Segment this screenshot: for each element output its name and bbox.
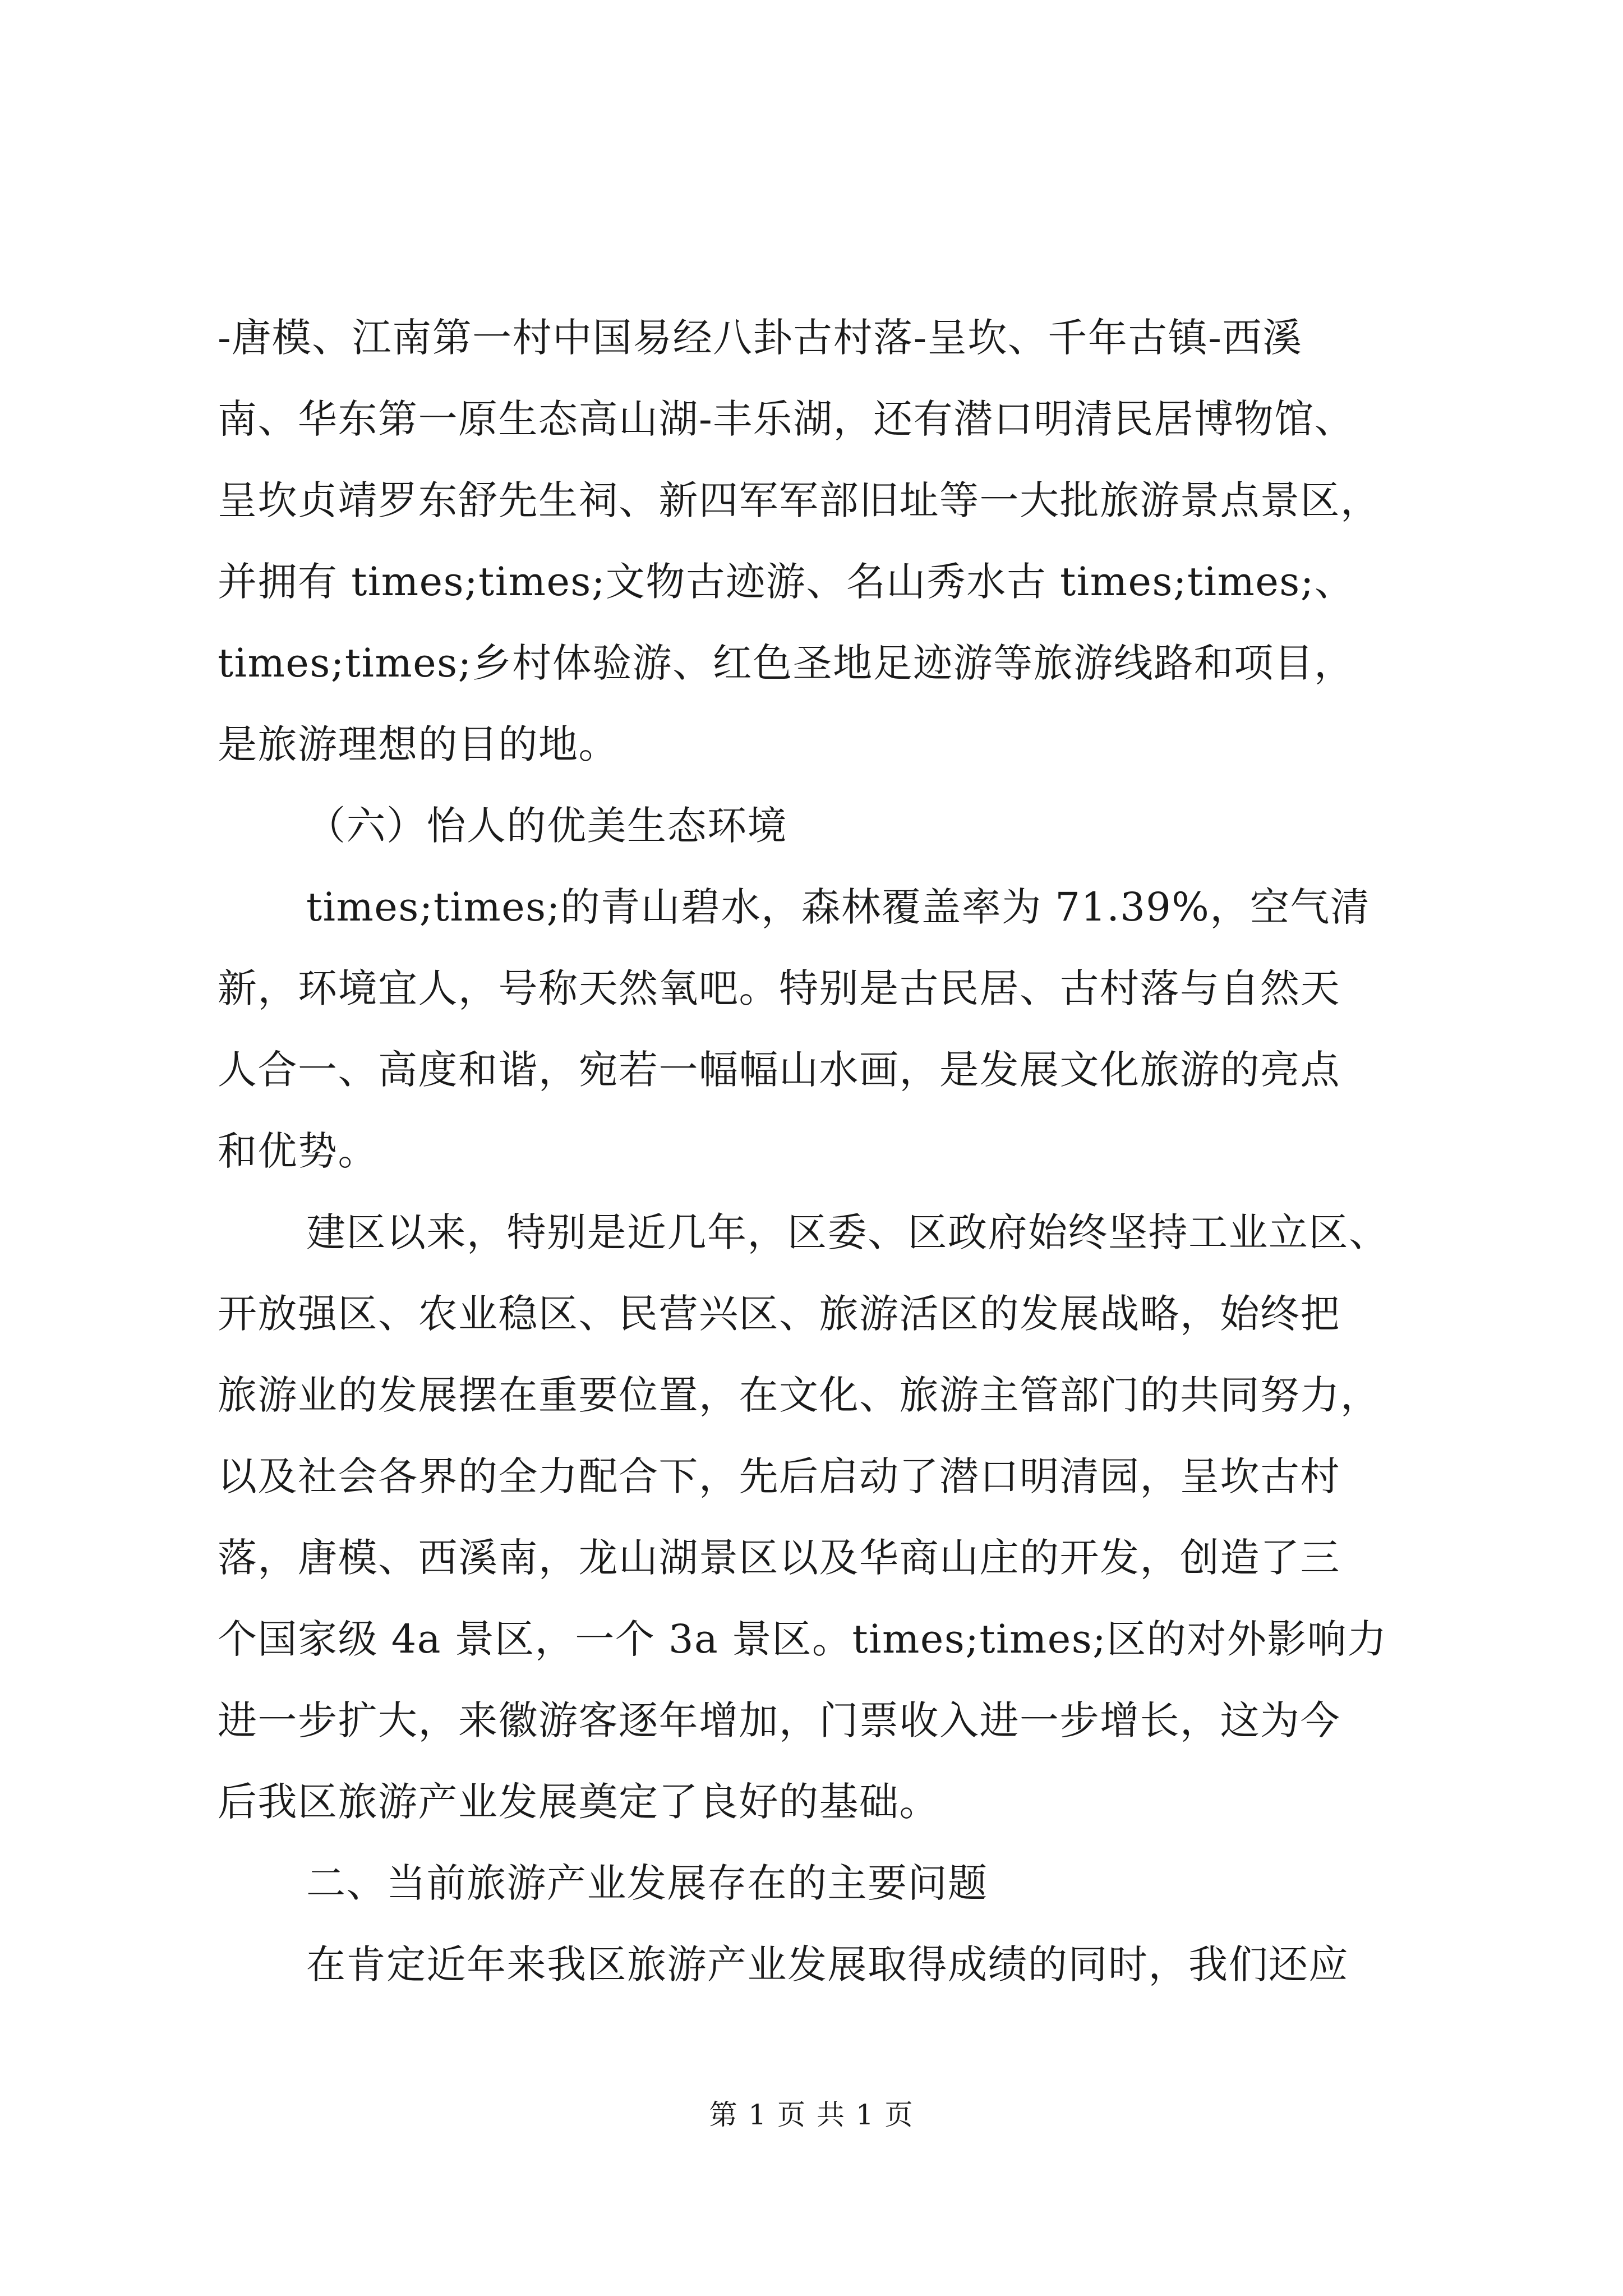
text-line: 是旅游理想的目的地。 — [218, 721, 619, 767]
text-line: 个国家级 4a 景区，一个 3a 景区。times;times;区的对外影响力 — [218, 1616, 1387, 1662]
text-line: 落，唐模、西溪南，龙山湖景区以及华商山庄的开发，创造了三 — [218, 1535, 1340, 1581]
paragraph-scenic-list — [218, 297, 1474, 785]
text-line: 和优势。 — [218, 1128, 378, 1174]
text-line: times;times;乡村体验游、红色圣地足迹游等旅游线路和项目， — [218, 640, 1354, 686]
text-line: 并拥有 times;times;文物古迹游、名山秀水古 times;times;、 — [218, 559, 1355, 605]
page-footer: 第 1 页 共 1 页 — [709, 2099, 914, 2131]
paragraph-development — [218, 1192, 1474, 1843]
section-heading: （六）怡人的优美生态环境 — [306, 803, 787, 849]
section-heading-problems — [218, 1843, 1474, 1924]
paragraph-problems-intro — [218, 1924, 1474, 2005]
text-line: 后我区旅游产业发展奠定了良好的基础。 — [218, 1779, 939, 1825]
text-line: 在肯定近年来我区旅游产业发展取得成绩的同时，我们还应 — [306, 1941, 1349, 1987]
section-heading-ecology — [218, 785, 1474, 867]
text-line: 南、华东第一原生态高山湖-丰乐湖，还有潜口明清民居博物馆、 — [218, 396, 1355, 442]
text-line: 开放强区、农业稳区、民营兴区、旅游活区的发展战略，始终把 — [218, 1291, 1340, 1337]
section-heading: 二、当前旅游产业发展存在的主要问题 — [306, 1860, 988, 1906]
text-line: times;times;的青山碧水，森林覆盖率为 71.39%，空气清 — [306, 884, 1371, 930]
document-body — [218, 297, 1474, 2005]
text-line: 旅游业的发展摆在重要位置，在文化、旅游主管部门的共同努力， — [218, 1372, 1381, 1418]
text-line: 新，环境宜人，号称天然氧吧。特别是古民居、古村落与自然天 — [218, 965, 1340, 1011]
text-line: 以及社会各界的全力配合下，先后启动了潜口明清园，呈坎古村 — [218, 1453, 1340, 1499]
text-line: 人合一、高度和谐，宛若一幅幅山水画，是发展文化旅游的亮点 — [218, 1047, 1340, 1093]
text-line: 进一步扩大，来徽游客逐年增加，门票收入进一步增长，这为今 — [218, 1697, 1340, 1743]
paragraph-ecology — [218, 867, 1474, 1192]
text-line: 建区以来，特别是近几年，区委、区政府始终坚持工业立区、 — [306, 1209, 1389, 1255]
text-line: 呈坎贞靖罗东舒先生祠、新四军军部旧址等一大批旅游景点景区， — [218, 477, 1381, 523]
text-line: -唐模、江南第一村中国易经八卦古村落-呈坎、千年古镇-西溪 — [218, 315, 1303, 361]
